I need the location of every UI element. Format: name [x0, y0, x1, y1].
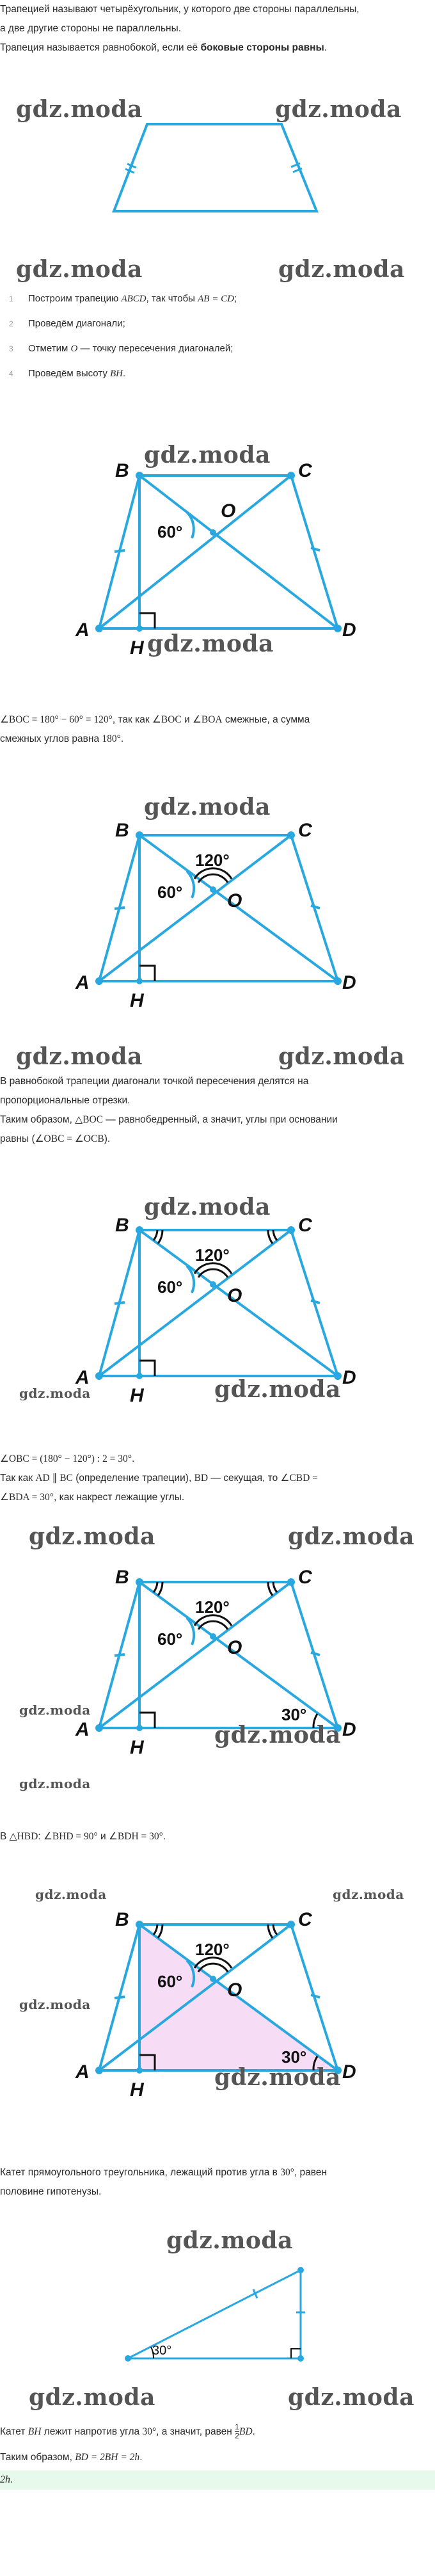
paragraph-2-line-1: В равнобокой трапеции диагонали точкой пересечения делятся на: [0, 1076, 309, 1087]
paragraph-3-line-2: Так как AD ∥ BC (определение трапеции), BD — секущая, то ∠CBD =: [0, 1473, 318, 1484]
angle-60-label: 60°: [157, 883, 183, 902]
watermark: gdz.moda: [19, 1997, 91, 2012]
paragraph-1-line-1: ∠BOC = 180° − 60° = 120°, так как ∠BOC и ∠BOA смежные, а сумма: [0, 714, 310, 725]
angle-30-label: 30°: [281, 1705, 307, 1724]
point-B-label: B: [115, 1215, 129, 1236]
paragraph-2-line-2: пропорциональные отрезки.: [0, 1095, 130, 1106]
angle-30-label: 30°: [281, 2047, 307, 2067]
angle-60-label: 60°: [157, 522, 183, 541]
point-O-label: O: [227, 1637, 242, 1658]
paragraph-3-line-1: ∠OBC = (180° − 120°) : 2 = 30°.: [0, 1453, 135, 1464]
point-O-label: O: [227, 890, 242, 911]
point-A-label: A: [75, 620, 90, 641]
watermark: gdz.moda: [16, 256, 143, 283]
angle-60-label: 60°: [157, 1277, 183, 1297]
step-item: 1 Построим трапецию ABCD, так чтобы AB = CD;: [9, 293, 237, 304]
watermark: gdz.moda: [278, 256, 405, 283]
watermark: gdz.moda: [147, 630, 274, 657]
paragraph-3-line-3: ∠BDA = 30°, как накрест лежащие углы.: [0, 1492, 185, 1503]
paragraph-1-line-2: смежных углов равна 180°.: [0, 733, 124, 744]
answer-box: 2h.: [0, 2470, 435, 2490]
point-D-label: D: [342, 1367, 356, 1388]
point-H-label: H: [130, 2079, 144, 2100]
watermark: gdz.moda: [166, 2227, 293, 2254]
angle-120-label: 120°: [195, 1940, 230, 1959]
point-A-label: A: [75, 972, 90, 993]
watermark: gdz.moda: [214, 1376, 341, 1403]
watermark: gdz.moda: [214, 1722, 341, 1748]
trapezoid-figure: [0, 96, 435, 250]
paragraph-5-line-1: Катет прямоугольного треугольника, лежащий против угла в 30°, равен: [0, 2167, 327, 2178]
point-O-label: O: [221, 500, 236, 522]
angle-60-label: 60°: [157, 1629, 183, 1649]
steps-list: [0, 288, 432, 388]
watermark: gdz.moda: [144, 794, 271, 820]
point-A-label: A: [75, 1719, 90, 1740]
point-B-label: B: [115, 820, 129, 841]
watermark: gdz.moda: [19, 1386, 91, 1401]
watermark: gdz.moda: [278, 1043, 405, 1070]
watermark: gdz.moda: [35, 1887, 107, 1902]
paragraph-5-line-2: половине гипотенузы.: [0, 2186, 102, 2197]
intro-line-1: Трапецией называют четырёхугольник, у которого две стороны параллельны,: [0, 4, 360, 15]
point-B-label: B: [115, 1567, 129, 1588]
intro-line-3: Трапеция называется равнобокой, если её боковые стороны равны.: [0, 42, 328, 53]
watermark: gdz.moda: [29, 1523, 155, 1550]
point-C-label: C: [298, 460, 312, 481]
point-H-label: H: [130, 637, 144, 659]
paragraph-7: Таким образом, BD = 2BH = 2h.: [0, 2452, 143, 2463]
watermark: gdz.moda: [333, 1887, 404, 1902]
point-O-label: O: [227, 1980, 242, 2001]
trapezoid-diagonals-figure-2: [0, 803, 435, 1034]
point-C-label: C: [298, 1909, 312, 1930]
point-O-label: O: [227, 1285, 242, 1306]
point-D-label: D: [342, 620, 356, 641]
watermark: gdz.moda: [144, 442, 271, 468]
point-A-label: A: [75, 2061, 90, 2083]
watermark: gdz.moda: [19, 1702, 91, 1718]
step-item: 4 Проведём высоту BH.: [9, 368, 126, 379]
watermark: gdz.moda: [16, 1043, 143, 1070]
angle-60-label: 60°: [157, 1972, 183, 1991]
watermark: gdz.moda: [144, 1194, 271, 1220]
step-item: 3 Отметим O — точку пересечения диагоналей;: [9, 343, 233, 354]
point-C-label: C: [298, 820, 312, 841]
point-H-label: H: [130, 990, 144, 1011]
angle-120-label: 120°: [195, 1245, 230, 1265]
angle-30-label: 30°: [152, 2344, 172, 2358]
point-D-label: D: [342, 1719, 356, 1740]
point-A-label: A: [75, 1367, 90, 1388]
point-D-label: D: [342, 972, 356, 993]
point-H-label: H: [130, 1385, 144, 1406]
paragraph-2-line-4: равны (∠OBC = ∠OCB).: [0, 1133, 111, 1144]
paragraph-6: Катет BH лежит напротив угла 30°, а значит, равен $\frac{1}{2}$ BD.: [0, 2422, 255, 2441]
point-B-label: B: [115, 1909, 129, 1930]
watermark: gdz.moda: [288, 1523, 415, 1550]
watermark: gdz.moda: [16, 96, 143, 123]
step-item: 2 Проведём диагонали;: [9, 318, 125, 329]
watermark: gdz.moda: [19, 1776, 91, 1791]
bold-term: боковые стороны равны: [200, 42, 324, 53]
paragraph-2-line-3: Таким образом, △BOC — равнобедренный, а значит, углы при основании: [0, 1114, 338, 1125]
fraction-one-half: $\frac{1}{2}$: [235, 2422, 239, 2441]
angle-120-label: 120°: [195, 1597, 230, 1617]
right-triangle-figure: [0, 2243, 435, 2371]
angle-120-label: 120°: [195, 851, 230, 870]
watermark: gdz.moda: [275, 96, 402, 123]
point-C-label: C: [298, 1567, 312, 1588]
point-D-label: D: [342, 2061, 356, 2083]
intro-line-2: а две другие стороны не параллельны.: [0, 23, 182, 34]
point-C-label: C: [298, 1215, 312, 1236]
watermark: gdz.moda: [29, 2384, 155, 2411]
point-H-label: H: [130, 1737, 144, 1758]
point-B-label: B: [115, 460, 129, 481]
watermark: gdz.moda: [214, 2064, 341, 2091]
watermark: gdz.moda: [288, 2384, 415, 2411]
paragraph-4: В △HBD: ∠BHD = 90° и ∠BDH = 30°.: [0, 1831, 166, 1842]
